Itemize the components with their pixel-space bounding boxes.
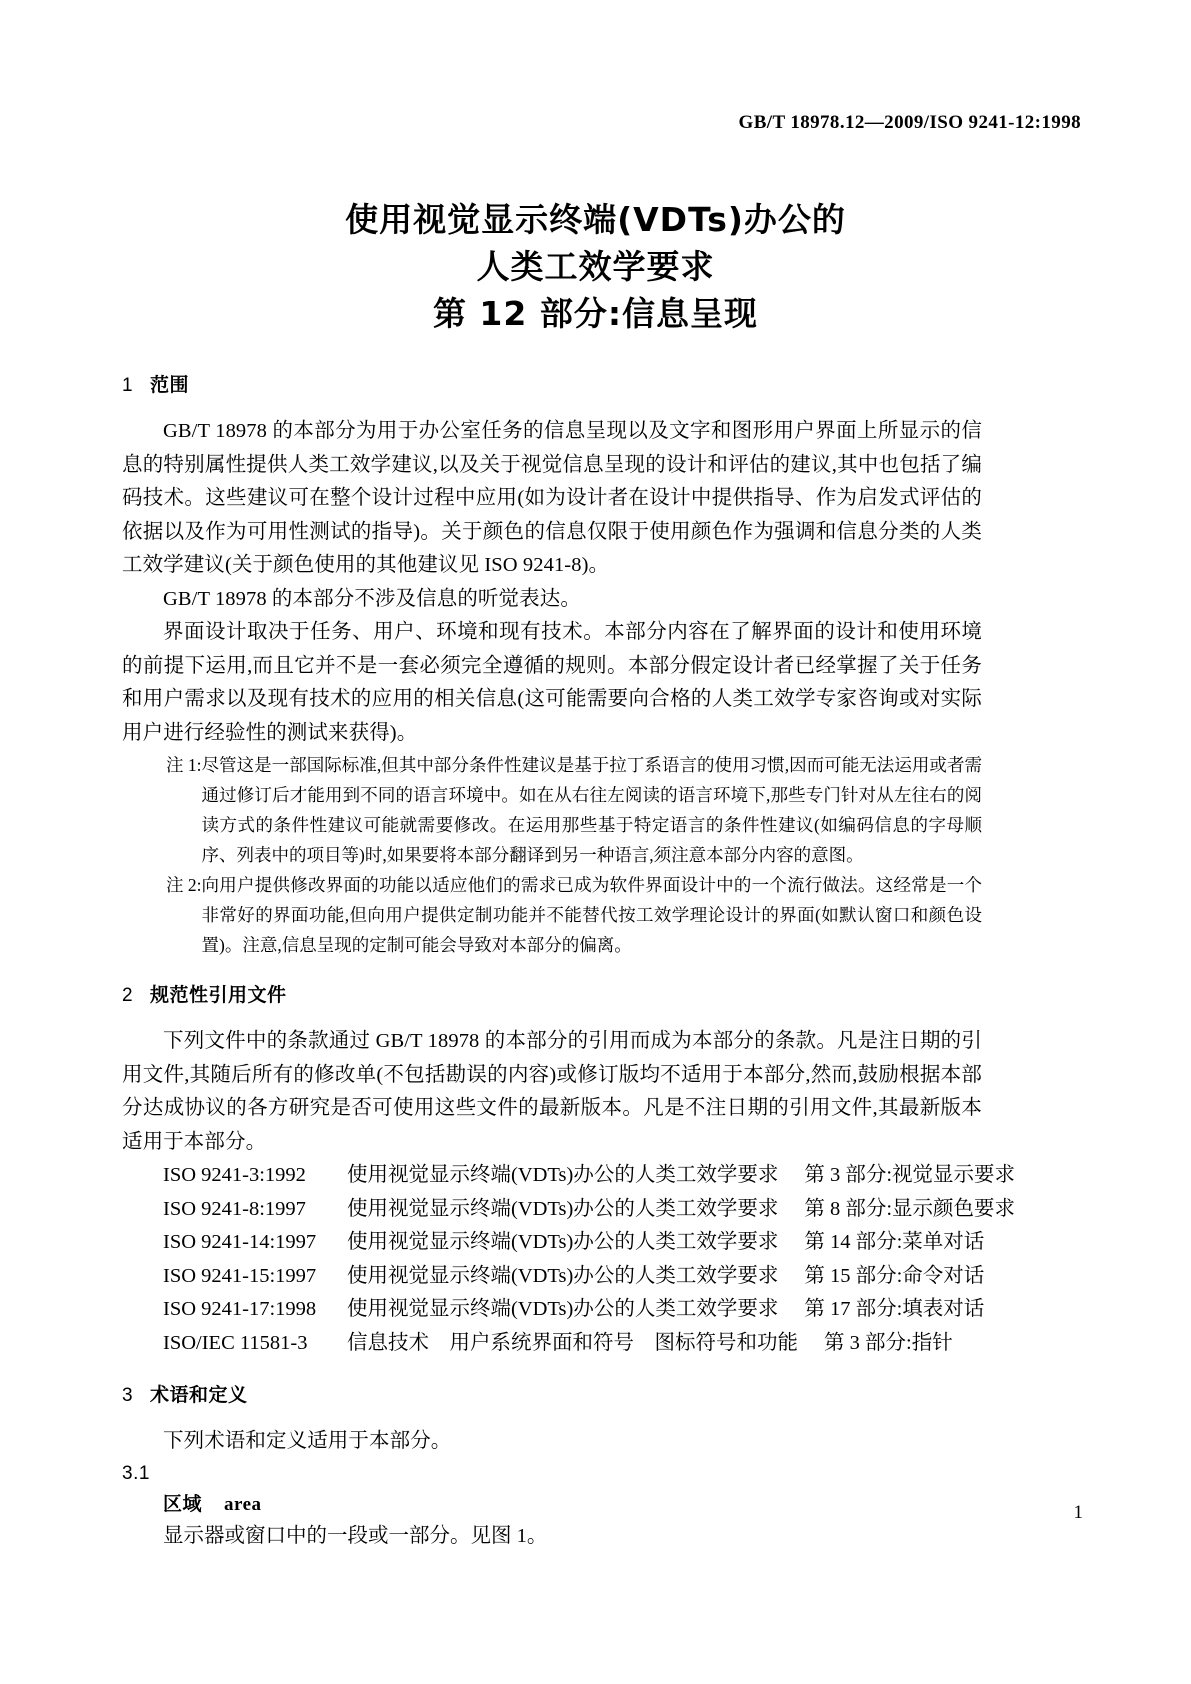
clause-2-number: 2 — [122, 985, 134, 1006]
reference-id: ISO 9241-8:1997 — [163, 1197, 306, 1220]
document-body — [122, 372, 1016, 1553]
reference-row — [122, 1260, 985, 1294]
reference-title: 信息技术 用户系统界面和符号 图标符号和功能 — [347, 1331, 798, 1354]
term-name — [122, 1489, 982, 1520]
clause-1-paragraph-3: 界面设计取决于任务、用户、环境和现有技术。本部分内容在了解界面的设计和使用环境的前提下运用,而且它并不是一套必须完全遵循的规则。本部分假定设计者已经掌握了关于任务和用户需求以及现有技术的应用的相关信息(这可能需要向合格的人类工效学专家咨询或对实际用户进行经验性的测试来获得)。 — [122, 621, 982, 744]
clause-1-paragraph-1: GB/T 18978 的本部分为用于办公室任务的信息呈现以及文字和图形用户界面上所显示的信息的特别属性提供人类工效学建议,以及关于视觉信息呈现的设计和评估的建议,其中也包括了编码技术。这些建议可在整个设计过程中应用(如为设计者在设计中提供指导、作为启发式评估的依据以及作为可用性测试的指导)。关于颜色的信息仅限于使用颜色作为强调和信息分类的人类工效学建议(关于颜色使用的其他建议见 ISO 9241-8)。 — [122, 420, 982, 576]
reference-part: 第 14 部分:菜单对话 — [804, 1231, 985, 1253]
term-name-en: area — [224, 1493, 262, 1515]
reference-part: 第 8 部分:显示颜色要求 — [804, 1197, 1016, 1220]
reference-row — [122, 1226, 985, 1260]
note-1 — [122, 750, 982, 870]
reference-id: ISO 9241-17:1998 — [163, 1298, 317, 1320]
reference-title: 使用视觉显示终端(VDTs)办公的人类工效学要求 — [347, 1164, 779, 1186]
clause-2-title: 规范性引用文件 — [150, 984, 287, 1006]
note-2 — [122, 870, 982, 960]
title-line-3: 第 12 部分:信息呈现 — [432, 294, 759, 333]
reference-title: 使用视觉显示终端(VDTs)办公的人类工效学要求 — [347, 1231, 779, 1253]
reference-id: ISO 9241-14:1997 — [163, 1231, 317, 1253]
reference-title: 使用视觉显示终端(VDTs)办公的人类工效学要求 — [347, 1264, 779, 1287]
note-1-text: 尽管这是一部国际标准,但其中部分条件性建议是基于拉丁系语言的使用习惯,因而可能无法运用或者需通过修订后才能用到不同的语言环境中。如在从右往左阅读的语言环境下,那些专门针对从左往右的阅读方式的条件性建议可能就需要修改。在运用那些基于特定语言的条件性建议(如编码信息的字母顺序、列表中的项目等)时,如果要将本部分翻译到另一种语言,须注意本部分内容的意图。 — [201, 755, 982, 865]
reference-id: ISO 9241-3:1992 — [163, 1164, 306, 1186]
term-number: 3.1 — [122, 1462, 150, 1484]
clause-1-title: 范围 — [150, 374, 190, 396]
document-title-block — [0, 196, 1191, 337]
clause-3-number: 3 — [122, 1385, 134, 1406]
clause-2-heading — [122, 982, 982, 1009]
clause-3-heading — [122, 1382, 982, 1409]
reference-id: ISO 9241-15:1997 — [163, 1264, 317, 1287]
title-line-2: 人类工效学要求 — [476, 247, 715, 286]
running-header-standard-code: GB/T 18978.12—2009/ISO 9241-12:1998 — [738, 112, 1081, 133]
reference-row — [122, 1327, 982, 1361]
reference-part: 第 17 部分:填表对话 — [804, 1298, 985, 1320]
page-number: 1 — [1073, 1502, 1083, 1523]
reference-part: 第 3 部分:视觉显示要求 — [804, 1164, 1016, 1186]
reference-row — [122, 1159, 1016, 1193]
reference-part: 第 3 部分:指针 — [824, 1331, 953, 1354]
title-line-1: 使用视觉显示终端(VDTs)办公的 — [345, 200, 846, 239]
clause-3-paragraph: 下列术语和定义适用于本部分。 — [163, 1430, 452, 1452]
term-definition: 显示器或窗口中的一段或一部分。见图 1。 — [163, 1524, 548, 1547]
reference-part: 第 15 部分:命令对话 — [804, 1264, 985, 1287]
reference-row — [122, 1193, 1016, 1227]
reference-title: 使用视觉显示终端(VDTs)办公的人类工效学要求 — [347, 1298, 779, 1320]
note-1-label: 注 1: — [166, 755, 202, 775]
clause-1-number: 1 — [122, 375, 134, 396]
clause-1-paragraph-2: GB/T 18978 的本部分不涉及信息的听觉表达。 — [163, 587, 581, 610]
note-2-text: 向用户提供修改界面的功能以适应他们的需求已成为软件界面设计中的一个流行做法。这经常是一个非常好的界面功能,但向用户提供定制功能并不能替代按工效学理论设计的界面(如默认窗口和颜色设置)。注意,信息呈现的定制可能会导致对本部分的偏离。 — [201, 875, 982, 955]
note-2-label: 注 2: — [166, 875, 202, 895]
reference-id: ISO/IEC 11581-3 — [163, 1331, 308, 1354]
clause-1-heading — [122, 372, 982, 399]
reference-row — [122, 1293, 985, 1327]
term-name-zh: 区域 — [163, 1492, 203, 1515]
reference-title: 使用视觉显示终端(VDTs)办公的人类工效学要求 — [347, 1197, 779, 1220]
clause-2-paragraph: 下列文件中的条款通过 GB/T 18978 的本部分的引用而成为本部分的条款。凡是注日期的引用文件,其随后所有的修改单(不包括勘误的内容)或修订版均不适用于本部分,然而,鼓励根据本部分达成协议的各方研究是否可使用这些文件的最新版本。凡是不注日期的引用文件,其最新版本适用于本部分。 — [122, 1030, 982, 1153]
clause-3-title: 术语和定义 — [150, 1384, 248, 1406]
